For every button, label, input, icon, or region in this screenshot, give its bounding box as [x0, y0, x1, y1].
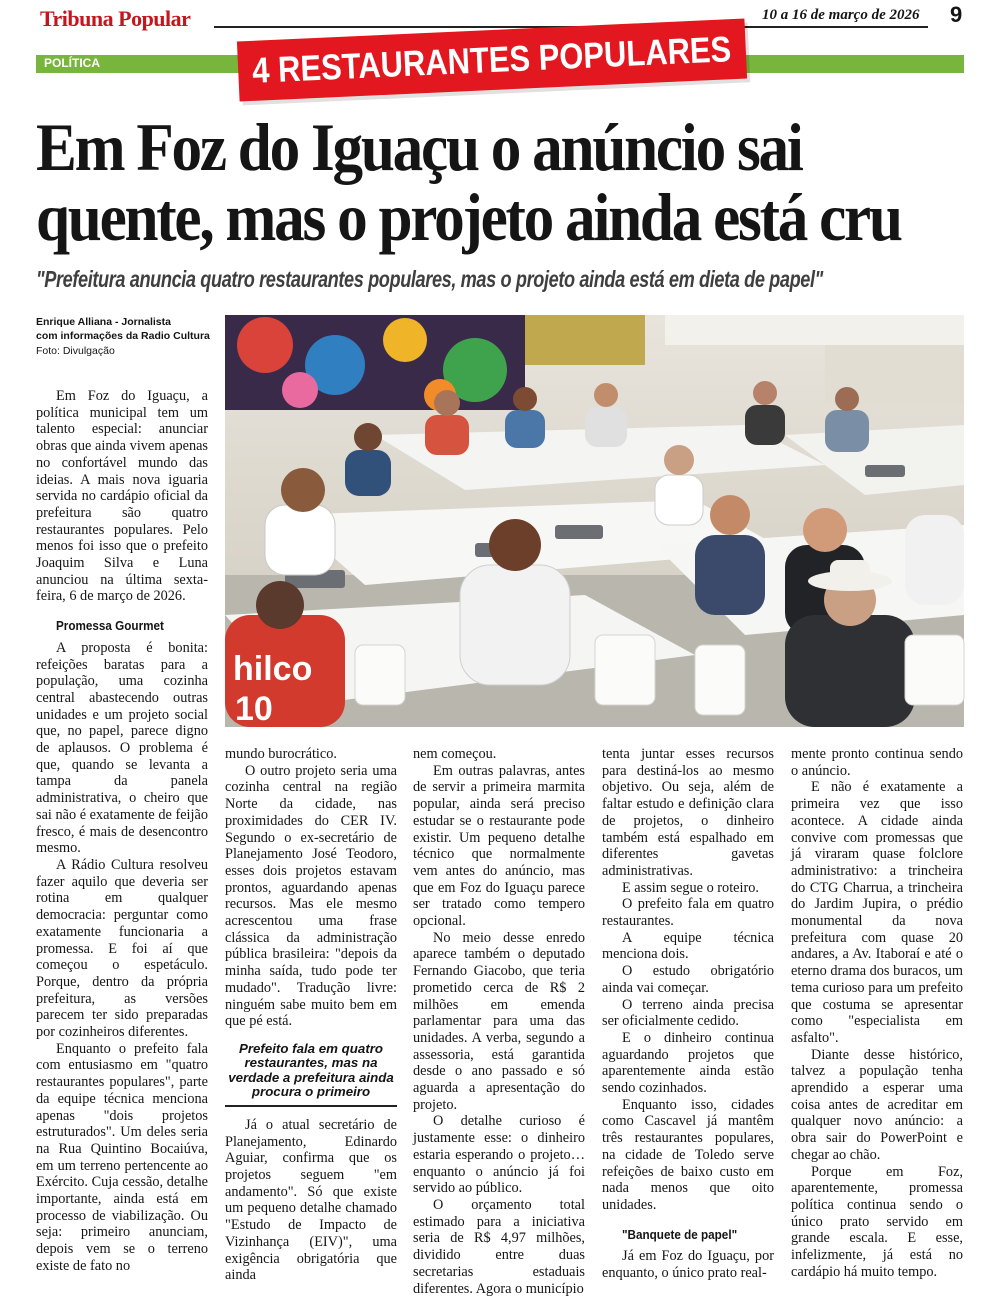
headline-line-1: Em Foz do Iguaçu o anúncio sai [36, 109, 802, 185]
issue-date: 10 a 16 de março de 2026 [762, 7, 920, 23]
article-column-2 [225, 746, 397, 1286]
restaurant-photo-illustration [225, 315, 964, 727]
headline-line-2: quente, mas o projeto ainda está cru [36, 179, 901, 255]
paragraph: Em outras palavras, antes de servir a primeira marmita popular, ainda será preciso estudar se o restaurante pode existir. Um pequeno detalhe técnico que normalmente vem antes do anúncio, mas que em Foz do Iguaçu parece ser tratado como tempero opcional. [413, 762, 585, 930]
paragraph: A proposta é bonita: refeições baratas para a população, uma cozinha central abastecendo outras unidades e um projeto social que, no papel, parece digno de aplausos. O problema é que, quando se levanta a tampa da panela administrativa, o cheiro que sai não é exatamente de feijão fresco, é mais de desencontro mesmo. [36, 639, 208, 857]
subtitle: "Prefeitura anuncia quatro restaurantes populares, mas o projeto ainda está em dieta de papel" [36, 266, 823, 292]
paragraph: mundo burocrático. [225, 746, 337, 762]
subheading: "Banquete de papel" [622, 1226, 738, 1242]
jersey-text: hilco [233, 650, 313, 688]
paragraph: nem começou. [413, 746, 497, 762]
subheading: Promessa Gourmet [56, 618, 164, 634]
paragraph: No meio desse enredo aparece também o deputado Fernando Giacobo, que teria prometido cerca de R$ 2 milhões em emenda parlamentar para uma das unidades. A verba, segundo a assessoria, está garantida desde o ano passado e só aguarda a apresentação do projeto. [413, 929, 585, 1113]
article-column-5 [791, 746, 963, 1286]
newspaper-brand: Tribuna Popular [40, 6, 191, 31]
jersey-number: 10 [235, 690, 273, 728]
byline [36, 315, 216, 358]
author-name: Enrique Alliana - Jornalista [36, 316, 171, 328]
paragraph: Porque em Foz, aparentemente, promessa política continua sendo o único prato servido em grande escala. E esse, infelizmente, já está no cardápio há muito tempo. [791, 1163, 963, 1280]
article-column-4 [602, 746, 774, 1286]
paragraph: E assim segue o roteiro. [622, 879, 759, 896]
page-number: 9 [950, 2, 963, 27]
paragraph: Já o atual secretário de Planejamento, Edinardo Aguiar, confirma que os projetos seguem "em andamento". Só que existe um pequeno detalhe chamado "Estudo de Impacto de Vizinhança (EIV)", uma exigência obrigatória que ainda [225, 1116, 397, 1284]
paragraph: E não é exatamente a primeira vez que isso acontece. A cidade ainda convive com promessas que já viraram quase folclore administrativo: a trincheira do CTG Charrua, a trincheira do Jardim Jupira, o prédio monumental da nova prefeitura com quase 20 andares, a Av. Itaboraí e até o eterno drama dos buracos, um tema curioso para um prefeito que costuma se apresentar como "especialista em asfalto". [791, 779, 963, 1046]
paragraph: O detalhe curioso é justamente esse: o dinheiro estaria esperando o projeto… enquanto o anúncio já foi servido ao público. [413, 1113, 585, 1197]
paragraph: Em Foz do Iguaçu, a política municipal tem um talento especial: anunciar obras que ainda vivem apenas no confortável mundo das ideias. A mais nova iguaria servida no cardápio oficial da prefeitura são quatro restaurantes populares. Pelo menos foi isso que o prefeito Joaquim Silva e Luna anunciou na última sexta-feira, 6 de março de 2026. [36, 388, 208, 605]
paragraph: O orçamento total estimado para a iniciativa seria de R$ 4,97 milhões, dividido entre duas secretarias estaduais diferentes. Agora o município [413, 1196, 585, 1297]
paragraph: E o dinheiro continua aguardando projetos que aparentemente ainda estão sendo cozinhados. [602, 1029, 774, 1097]
paragraph: Já em Foz do Iguaçu, por enquanto, o único prato real- [602, 1248, 774, 1282]
paragraph: Enquanto isso, cidades como Cascavel já mantêm três restaurantes populares, na cidade de Toledo serve refeições de baixo custo em nada menos que oito unidades. [602, 1096, 774, 1213]
author-source: com informações da Radio Cultura [36, 330, 210, 342]
paragraph: A Rádio Cultura resolveu fazer aquilo que deveria ser rotina em qualquer democracia: perguntar como exatamente funcionaria a promessa. E foi aí que começou o espetáculo. Porque, dentro da própria prefeitura, as versões parecem ter sido preparadas por cozinheiros diferentes. [36, 856, 208, 1041]
paragraph: Enquanto o prefeito fala com entusiasmo em "quatro restaurantes populares", parte da equipe técnica menciona apenas "dois projetos estruturados". Um deles seria na Rua Quintino Bocaiúva, em um terreno pertencente ao Exército. Cuja cessão, detalhe importante, ainda está em processo de viabilização. Ou seja: primeiro anunciam, depois vem se o terreno existe de fato no [36, 1040, 208, 1274]
article-column-1 [36, 388, 208, 1286]
paragraph: A equipe técnica menciona dois. [602, 929, 774, 963]
pull-quote: Prefeito fala em quatro restaurantes, mas na verdade a prefeitura ainda procura o primeiro [225, 1038, 397, 1107]
paragraph: O prefeito fala em quatro restaurantes. [602, 896, 774, 930]
paragraph: O terreno ainda precisa ser oficialmente cedido. [602, 996, 774, 1030]
paragraph: Diante desse histórico, talvez a população tenha aprendido a esperar uma coisa antes de acreditar em qualquer novo anúncio: a obra sair do PowerPoint e chegar ao chão. [791, 1046, 963, 1163]
article-photo [225, 315, 964, 727]
headline [36, 109, 996, 255]
paragraph: O outro projeto seria uma cozinha central na região Norte da cidade, nas proximidades do CER IV. Segundo o ex-secretário de Planejamento José Teodoro, esses dois projetos estavam prontos, aguardando apenas recursos. Mas ele mesmo acrescentou uma frase clássica da administração pública brasileira: "depois da minha saída, tudo pode ter mudado". Tradução livre: ninguém sabe muito bem em que pé está. [225, 762, 397, 1030]
section-label: POLÍTICA [44, 56, 100, 70]
paragraph: O estudo obrigatório ainda vai começar. [602, 963, 774, 996]
photo-credit: Foto: Divulgação [36, 345, 115, 357]
paragraph: tenta juntar esses recursos para destiná-los ao mesmo objetivo. Ou seja, além de faltar estudo e definição clara de projetos, o dinheiro também está espalhado em diferentes gavetas administrativas. [602, 746, 774, 879]
paragraph: mente pronto continua sendo o anúncio. [791, 746, 963, 779]
article-column-3 [413, 746, 585, 1297]
kicker-text: 4 RESTAURANTES POPULARES [251, 28, 733, 91]
